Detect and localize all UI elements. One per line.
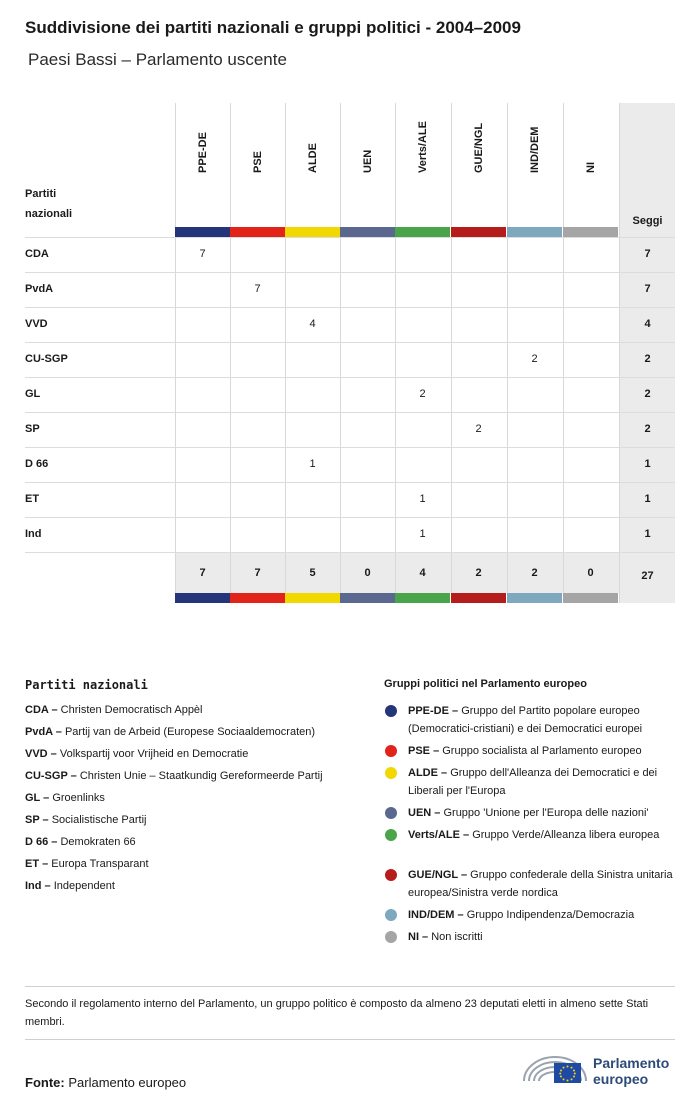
group-color-bar: [563, 227, 618, 237]
group-name: Gruppo dell'Alleanza dei Democratici e dei Liberali per l'Europa: [408, 767, 658, 797]
party-name: Demokraten 66: [60, 836, 136, 848]
logo-line1: Parlamento: [593, 1055, 670, 1071]
group-legend-item: [408, 804, 683, 822]
group-header: [230, 103, 285, 225]
party-legend-item: [25, 703, 203, 717]
hemicycle-icon: [520, 1049, 590, 1087]
group-header-label: PSE: [251, 150, 264, 173]
group-color-bar: [451, 227, 506, 237]
group-dot-icon: [385, 705, 397, 717]
group-dot-icon: [385, 869, 397, 881]
parliament-logo: [520, 1049, 590, 1087]
seggi-header: Seggi: [632, 215, 663, 227]
grid-hline: [25, 482, 675, 483]
seggi-cell: 7: [644, 248, 651, 260]
group-total: 0: [364, 567, 371, 579]
party-label: Ind: [25, 528, 42, 540]
group-abbr: Verts/ALE –: [408, 829, 473, 841]
party-name: Volkspartij voor Vrijheid en Democratie: [59, 748, 249, 760]
group-total: 4: [419, 567, 426, 579]
group-legend-item: [408, 928, 683, 946]
group-header-label: IND/DEM: [528, 126, 541, 173]
party-legend-item: [25, 769, 323, 783]
party-abbr: Ind –: [25, 880, 54, 892]
seggi-cell: 1: [644, 528, 651, 540]
group-name: Gruppo 'Unione per l'Europa delle nazioni': [443, 807, 649, 819]
group-color-bar: [175, 227, 230, 237]
party-label: GL: [25, 388, 41, 400]
group-header-label: GUE/NGL: [472, 122, 485, 173]
group-name: Gruppo del Partito popolare europeo (Democratici-cristiani) e dei Democratici europei: [408, 705, 643, 735]
seggi-cell: 2: [644, 423, 651, 435]
group-color-bar: [507, 227, 562, 237]
group-header: [340, 103, 395, 225]
grid-hline: [25, 307, 675, 308]
group-color-bar: [340, 593, 395, 603]
group-total: 7: [254, 567, 261, 579]
group-abbr: ALDE –: [408, 767, 451, 779]
logo-line2: europeo: [593, 1071, 649, 1087]
footnote: Secondo il regolamento interno del Parlamento, un gruppo politico è composto da almeno 23 deputati eletti in almeno sette Stati membri.: [25, 998, 649, 1028]
group-abbr: GUE/NGL –: [408, 869, 471, 881]
group-header-label: UEN: [361, 149, 374, 173]
party-abbr: GL –: [25, 792, 53, 804]
group-name: Gruppo Verde/Alleanza libera europea: [472, 829, 660, 841]
grid-hline: [25, 237, 675, 238]
group-abbr: UEN –: [408, 807, 444, 819]
party-label: VVD: [25, 318, 48, 330]
party-label: PvdA: [25, 283, 54, 295]
group-color-bar: [451, 593, 506, 603]
group-name: Gruppo Indipendenza/Democrazia: [466, 909, 635, 921]
source-label: Fonte:: [25, 1075, 65, 1090]
party-abbr: SP –: [25, 814, 52, 826]
grid-hline: [25, 377, 675, 378]
party-name: Groenlinks: [52, 792, 105, 804]
party-legend-item: [25, 857, 149, 871]
seat-cell: 1: [309, 458, 316, 470]
page-title: Suddivisione dei partiti nazionali e gruppi politici - 2004–2009: [25, 18, 521, 37]
group-abbr: PSE –: [408, 745, 443, 757]
party-name: Christen Democratisch Appèl: [60, 704, 203, 716]
grand-total: 27: [641, 570, 654, 582]
grid-hline: [25, 552, 675, 553]
group-legend-item: [408, 702, 683, 738]
party-legend-item: [25, 835, 136, 849]
group-dot-icon: [385, 931, 397, 943]
seat-cell: 1: [419, 493, 426, 505]
party-legend-item: [25, 879, 115, 893]
seggi-cell: 2: [644, 388, 651, 400]
group-abbr: NI –: [408, 931, 432, 943]
party-abbr: CU-SGP –: [25, 770, 80, 782]
group-dot-icon: [385, 829, 397, 841]
seat-cell: 2: [419, 388, 426, 400]
seggi-cell: 7: [644, 283, 651, 295]
party-legend-item: [25, 747, 248, 761]
seat-cell: 7: [254, 283, 261, 295]
logo-text: [593, 1055, 669, 1087]
group-color-bar: [285, 227, 340, 237]
seat-cell: 2: [531, 353, 538, 365]
group-total: 0: [587, 567, 594, 579]
seggi-cell: 1: [644, 493, 651, 505]
party-legend-item: [25, 791, 105, 805]
seat-cell: 7: [199, 248, 206, 260]
group-legend-item: [408, 742, 683, 760]
group-header: [451, 103, 506, 225]
divider: [25, 986, 675, 987]
party-label: ET: [25, 493, 40, 505]
group-legend-item: [408, 906, 683, 924]
group-color-bar: [340, 227, 395, 237]
group-total: 2: [475, 567, 482, 579]
seggi-cell: 4: [644, 318, 651, 330]
group-header-label: NI: [584, 162, 597, 173]
party-legend-item: [25, 813, 146, 827]
group-header-label: Verts/ALE: [416, 121, 429, 173]
party-name: Partij van de Arbeid (Europese Sociaaldemocraten): [64, 726, 316, 738]
group-color-bar: [285, 593, 340, 603]
party-name: Christen Unie – Staatkundig Gereformeerde Partij: [79, 770, 323, 782]
party-label: SP: [25, 423, 40, 435]
group-abbr: PPE-DE –: [408, 705, 462, 717]
grid-hline: [25, 517, 675, 518]
group-header-label: ALDE: [306, 143, 319, 173]
group-header: [285, 103, 340, 225]
grid-hline: [25, 342, 675, 343]
group-name: Gruppo confederale della Sinistra unitaria europea/Sinistra verde nordica: [408, 869, 673, 899]
group-color-bar: [395, 593, 450, 603]
group-color-bar: [230, 227, 285, 237]
group-color-bar: [175, 593, 230, 603]
grid-hline: [25, 412, 675, 413]
groups-legend-title: Gruppi politici nel Parlamento europeo: [384, 678, 587, 690]
party-abbr: VVD –: [25, 748, 60, 760]
group-abbr: IND/DEM –: [408, 909, 467, 921]
grid-hline: [25, 447, 675, 448]
group-color-bar: [230, 593, 285, 603]
group-header: [395, 103, 450, 225]
party-legend-item: [25, 725, 315, 739]
group-header: [563, 103, 618, 225]
seggi-cell: 2: [644, 353, 651, 365]
party-name: Independent: [53, 880, 115, 892]
source-value: Parlamento europeo: [68, 1075, 187, 1090]
group-color-bar: [395, 227, 450, 237]
page-subtitle: Paesi Bassi – Parlamento uscente: [28, 50, 287, 69]
group-dot-icon: [385, 807, 397, 819]
group-dot-icon: [385, 909, 397, 921]
seat-cell: 4: [309, 318, 316, 330]
group-header-label: PPE-DE: [196, 132, 209, 173]
group-total: 5: [309, 567, 316, 579]
corner-label-line2: nazionali: [25, 208, 73, 220]
group-total: 7: [199, 567, 206, 579]
source: [25, 1075, 186, 1090]
party-abbr: ET –: [25, 858, 52, 870]
group-header: [507, 103, 562, 225]
group-color-bar: [563, 593, 618, 603]
parties-legend-title: Partiti nazionali: [25, 678, 148, 692]
group-dot-icon: [385, 767, 397, 779]
group-legend-item: [408, 764, 683, 800]
seat-cell: 1: [419, 528, 426, 540]
party-abbr: D 66 –: [25, 836, 61, 848]
seat-cell: 2: [475, 423, 482, 435]
group-total: 2: [531, 567, 538, 579]
grid-hline: [25, 272, 675, 273]
party-name: Socialistische Partij: [51, 814, 147, 826]
group-header: [175, 103, 230, 225]
party-abbr: CDA –: [25, 704, 61, 716]
group-legend-item: [408, 866, 683, 902]
corner-label-line1: Partiti: [25, 188, 57, 200]
divider: [25, 1039, 675, 1040]
party-abbr: PvdA –: [25, 726, 65, 738]
group-dot-icon: [385, 745, 397, 757]
party-name: Europa Transparant: [51, 858, 149, 870]
group-color-bar: [507, 593, 562, 603]
group-name: Non iscritti: [431, 931, 483, 943]
party-label: D 66: [25, 458, 49, 470]
party-label: CDA: [25, 248, 49, 260]
group-name: Gruppo socialista al Parlamento europeo: [442, 745, 642, 757]
party-label: CU-SGP: [25, 353, 68, 365]
seggi-cell: 1: [644, 458, 651, 470]
group-legend-item: [408, 826, 683, 844]
